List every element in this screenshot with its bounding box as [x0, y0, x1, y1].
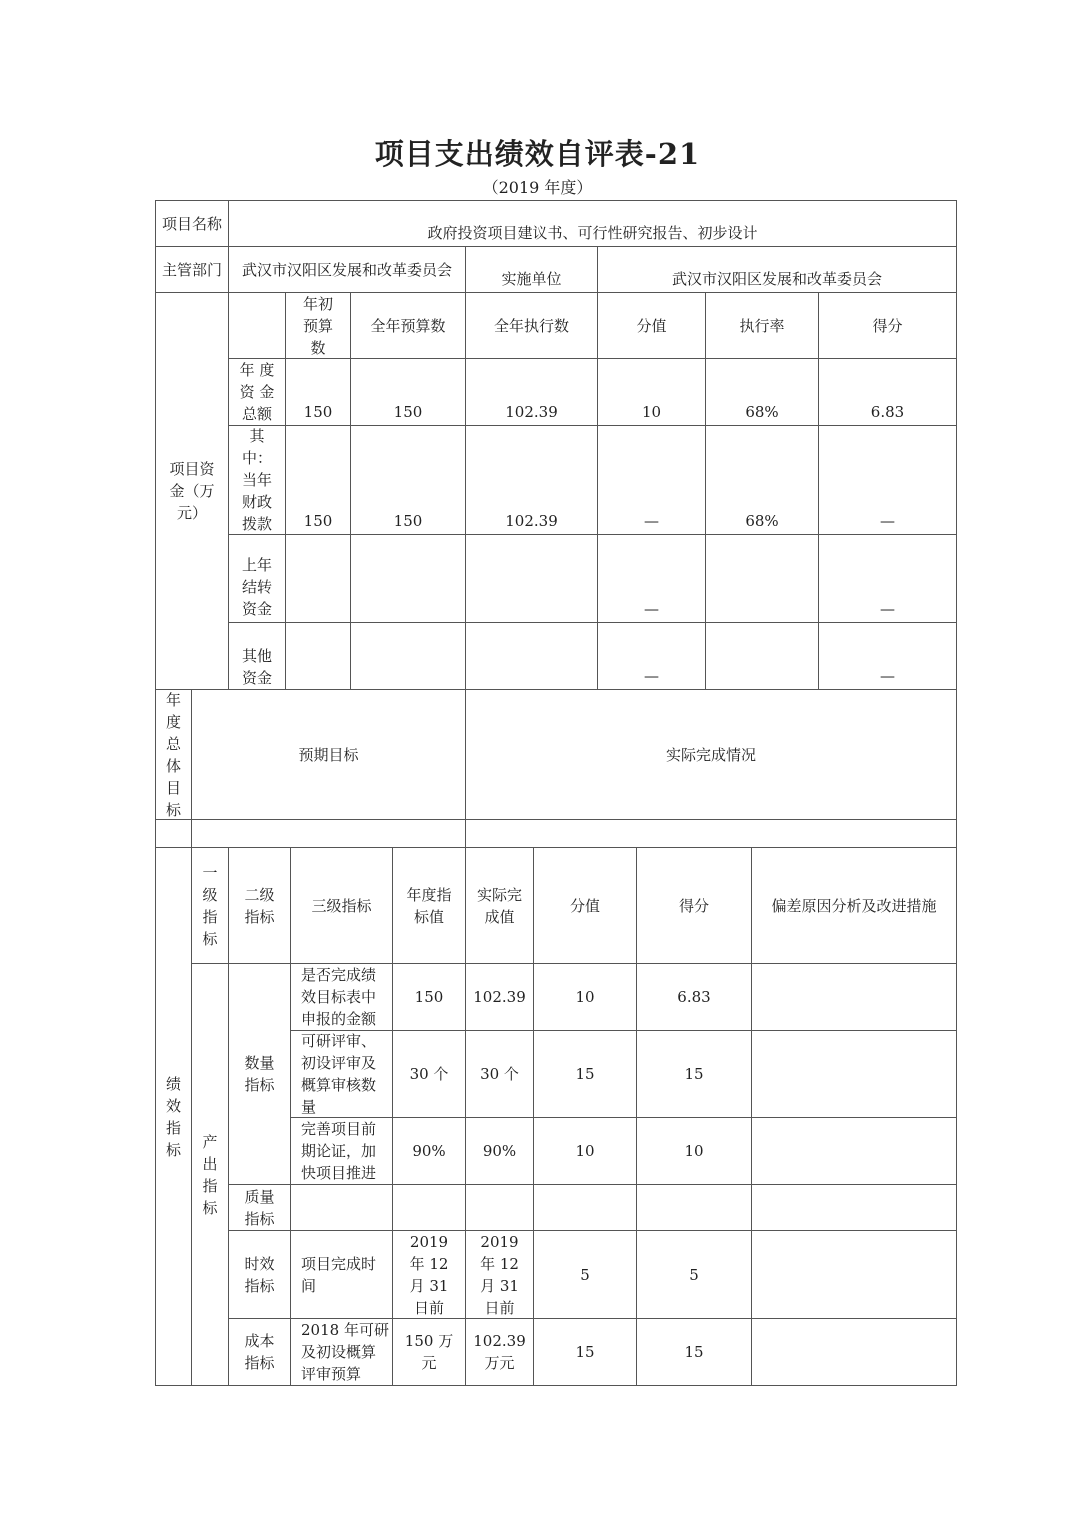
- perf-label: 绩效指标: [165, 1074, 181, 1159]
- perf-row-time-level3: 项目完成时间: [301, 1254, 377, 1295]
- funds-row-carryover-score: —: [644, 600, 659, 618]
- funds-row-total-got: 6.83: [870, 403, 905, 421]
- perf-row-time-got: 5: [689, 1265, 699, 1284]
- funds-row-total-score: 10: [641, 403, 662, 421]
- funds-header-got: 得分: [872, 316, 903, 335]
- perf-row-cost-got: 15: [684, 1343, 704, 1361]
- page-subtitle: （2019 年度）: [482, 178, 593, 197]
- perf-row-preliminary-got: 10: [684, 1142, 704, 1160]
- perf-row-time-actual: 2019 年 12 月 31 日前: [480, 1232, 519, 1317]
- perf-row-preliminary-score: 10: [575, 1142, 595, 1160]
- perf-row-reviews-actual: 30 个: [480, 1065, 519, 1083]
- goals-actual-header: 实际完成情况: [665, 745, 756, 764]
- perf-row-amount-actual: 102.39: [473, 988, 526, 1006]
- funds-row-carryover-name: 上年结转资金: [241, 556, 272, 618]
- perf-row-reviews-got: 15: [684, 1065, 704, 1083]
- perf-row-cost-target: 150 万元: [404, 1332, 454, 1372]
- goals-expected-value: [192, 820, 465, 847]
- funds-label: 项目资金（万元）: [169, 460, 215, 522]
- perf-level2-quality: 质量指标: [244, 1187, 275, 1228]
- perf-row-cost-level3: 2018 年可研及初设概算评审预算: [301, 1321, 389, 1383]
- goals-expected-header: 预期目标: [298, 745, 359, 764]
- funds-row-total-executed: 102.39: [505, 403, 558, 421]
- impl-unit-label: 实施单位: [501, 270, 562, 288]
- perf-row-time-score: 5: [580, 1265, 590, 1284]
- perf-row-amount-got: 6.83: [677, 988, 711, 1006]
- project-name-value: 政府投资项目建议书、可行性研究报告、初步设计: [427, 224, 758, 242]
- goals-actual-value: [466, 820, 956, 847]
- perf-level2-timeliness: 时效指标: [244, 1254, 275, 1295]
- perf-row-reviews-level3: 可研评审、初设评审及概算审核数量: [301, 1032, 377, 1116]
- perf-header-target: 年度指标值: [406, 885, 452, 926]
- project-name-label: 项目名称: [161, 214, 222, 233]
- funds-header-executed: 全年执行数: [493, 316, 569, 335]
- funds-header-rate: 执行率: [739, 316, 785, 335]
- perf-header-level2: 二级指标: [244, 885, 275, 926]
- funds-row-total-name: 年 度 资 金 总额: [239, 361, 275, 423]
- funds-row-total-annual: 150: [393, 403, 423, 421]
- perf-row-preliminary-level3: 完善项目前期论证，加快项目推进: [301, 1120, 377, 1182]
- funds-row-carryover-annual: [351, 535, 465, 622]
- funds-row-other-initial: [286, 623, 350, 689]
- funds-row-other-rate: [706, 623, 818, 689]
- funds-row-fiscal-annual: 150: [393, 512, 423, 530]
- perf-level2-cost: 成本指标: [244, 1332, 275, 1372]
- funds-row-carryover-got: —: [880, 600, 895, 618]
- funds-header-initial: 年初预算数: [302, 294, 333, 357]
- perf-row-amount-target: 150: [414, 988, 444, 1006]
- funds-row-fiscal-executed: 102.39: [505, 512, 558, 530]
- funds-row-other-executed: [466, 623, 597, 689]
- funds-row-carryover-executed: [466, 535, 597, 622]
- perf-header-score: 分值: [569, 896, 600, 915]
- perf-header-level3: 三级指标: [311, 896, 372, 915]
- funds-row-fiscal-rate: 68%: [745, 512, 779, 530]
- funds-row-other-annual: [351, 623, 465, 689]
- perf-row-cost-score: 15: [575, 1343, 595, 1361]
- perf-row-time-target: 2019 年 12 月 31 日前: [409, 1232, 449, 1317]
- funds-row-fiscal-score: —: [644, 512, 659, 530]
- funds-row-other-got: —: [880, 667, 895, 685]
- page-title: 项目支出绩效自评表-21: [374, 137, 701, 171]
- perf-row-reviews-score: 15: [575, 1065, 595, 1083]
- goals-label: 年度总体目标: [165, 690, 181, 819]
- funds-row-total-rate: 68%: [745, 403, 779, 421]
- funds-header-score: 分值: [636, 316, 667, 335]
- perf-row-amount-level3: 是否完成绩效目标表中申报的金额: [301, 966, 377, 1028]
- funds-row-other-score: —: [644, 667, 659, 685]
- funds-row-fiscal-got: —: [880, 512, 895, 530]
- funds-row-fiscal-name: 其中：当年财政拨款: [241, 427, 272, 533]
- impl-unit-value: 武汉市汉阳区发展和改革委员会: [671, 270, 882, 288]
- funds-row-other-name: 其他资金: [241, 647, 272, 687]
- perf-row-cost-actual: 102.39 万元: [473, 1332, 526, 1372]
- perf-level2-quantity: 数量指标: [244, 1054, 275, 1094]
- funds-row-carryover-rate: [706, 535, 818, 622]
- funds-row-fiscal-initial: 150: [303, 512, 333, 530]
- perf-header-got: 得分: [678, 896, 709, 915]
- dept-value: 武汉市汉阳区发展和改革委员会: [241, 260, 452, 279]
- perf-header-level1: 一级指标: [202, 863, 218, 948]
- perf-header-analysis: 偏差原因分析及改进措施: [771, 896, 937, 915]
- perf-level1-output: 产出指标: [202, 1132, 218, 1217]
- perf-row-amount-score: 10: [575, 988, 595, 1006]
- perf-row-preliminary-actual: 90%: [482, 1142, 517, 1160]
- perf-row-preliminary-target: 90%: [412, 1142, 446, 1160]
- perf-row-reviews-target: 30 个: [409, 1065, 449, 1083]
- perf-header-actual: 实际完成值: [476, 885, 522, 926]
- funds-row-total-initial: 150: [303, 403, 333, 421]
- funds-row-carryover-initial: [286, 535, 350, 622]
- dept-label: 主管部门: [161, 260, 222, 279]
- funds-header-annual: 全年预算数: [370, 316, 446, 335]
